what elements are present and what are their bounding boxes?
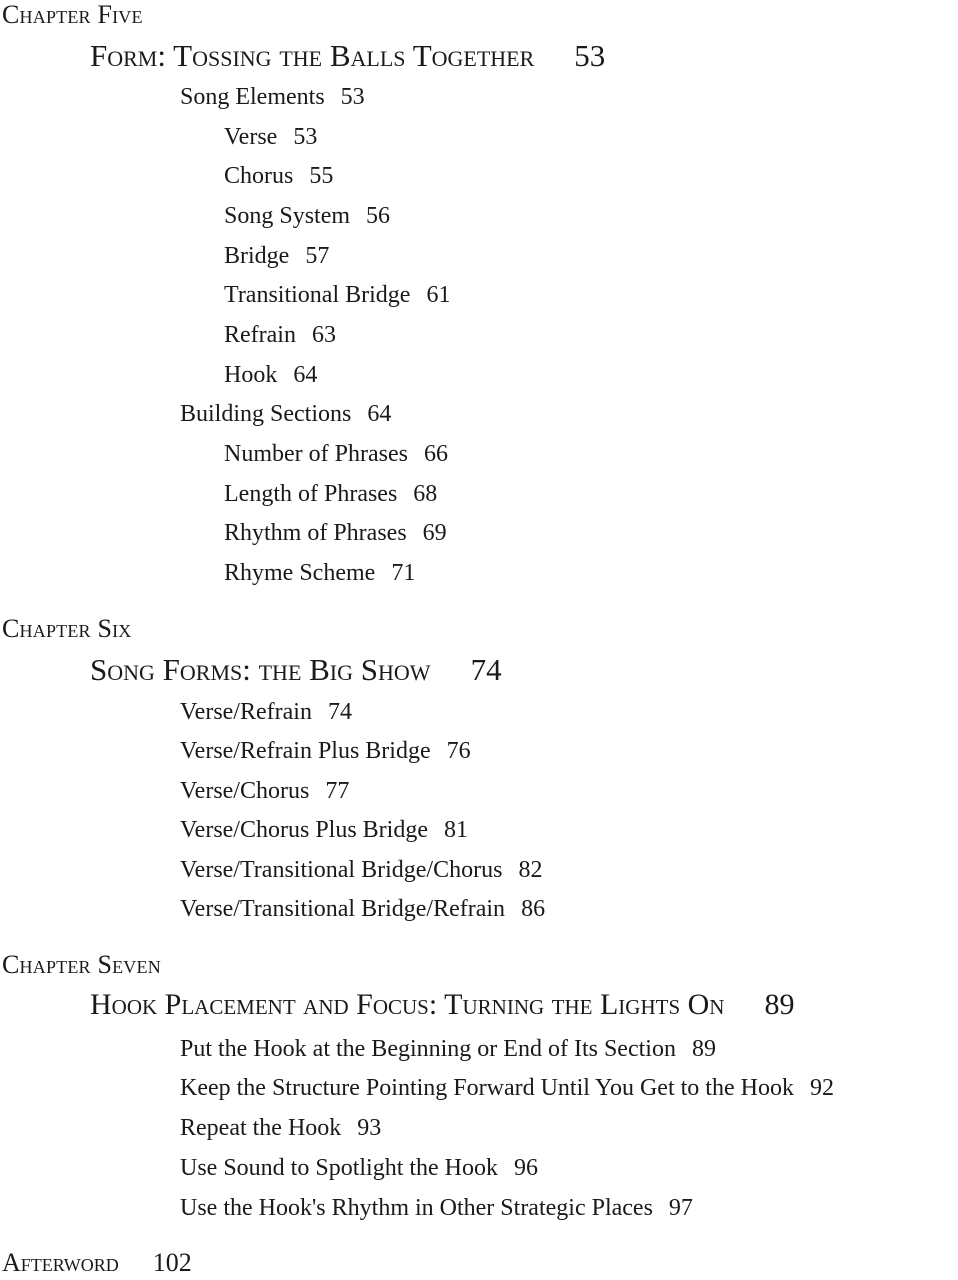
entry-label: Hook bbox=[224, 362, 278, 388]
entry-page: 63 bbox=[311, 322, 336, 348]
chapter-title bbox=[90, 988, 794, 1022]
toc-entry bbox=[180, 738, 471, 765]
toc-entry bbox=[224, 481, 437, 508]
chapter-title-page: 53 bbox=[574, 38, 606, 73]
entry-page: 53 bbox=[293, 124, 318, 150]
entry-page: 96 bbox=[514, 1155, 539, 1181]
afterword-label: Afterword bbox=[2, 1248, 119, 1277]
afterword-page: 102 bbox=[152, 1248, 192, 1277]
entry-label: Length of Phrases bbox=[224, 481, 398, 507]
toc-entry bbox=[180, 699, 352, 726]
entry-page: 76 bbox=[446, 738, 471, 764]
entry-label: Transitional Bridge bbox=[224, 282, 411, 308]
toc-entry bbox=[224, 203, 390, 230]
entry-page: 56 bbox=[366, 203, 391, 229]
toc-entry bbox=[224, 124, 317, 151]
entry-page: 82 bbox=[518, 857, 543, 883]
entry-page: 64 bbox=[293, 362, 318, 388]
entry-label: Keep the Structure Pointing Forward Until You Get to the Hook bbox=[180, 1075, 794, 1101]
toc-entry bbox=[224, 441, 448, 468]
entry-page: 81 bbox=[444, 817, 468, 843]
toc-entry bbox=[180, 857, 542, 884]
toc-entry bbox=[180, 1036, 716, 1063]
entry-label: Use the Hook's Rhythm in Other Strategic Places bbox=[180, 1195, 653, 1221]
chapter-title-page: 74 bbox=[470, 652, 502, 687]
toc-entry bbox=[180, 84, 365, 111]
entry-label: Bridge bbox=[224, 243, 290, 269]
toc-entry bbox=[224, 362, 317, 389]
entry-label: Verse/Transitional Bridge/Refrain bbox=[180, 896, 506, 922]
entry-label: Refrain bbox=[224, 322, 296, 348]
entry-label: Verse/Transitional Bridge/Chorus bbox=[180, 857, 503, 883]
toc-entry bbox=[180, 817, 468, 844]
chapter-title bbox=[90, 652, 502, 688]
entry-label: Put the Hook at the Beginning or End of Its Section bbox=[180, 1036, 676, 1062]
chapter-title-text: Song Forms: the Big Show bbox=[90, 652, 431, 687]
toc-entry bbox=[180, 778, 349, 805]
entry-page: 57 bbox=[305, 243, 330, 269]
entry-page: 97 bbox=[668, 1195, 693, 1221]
entry-page: 53 bbox=[340, 84, 365, 110]
toc-entry bbox=[180, 1195, 693, 1222]
toc-entry bbox=[180, 896, 545, 923]
toc-entry bbox=[180, 1075, 834, 1102]
entry-page: 92 bbox=[809, 1075, 834, 1101]
entry-label: Verse/Chorus Plus Bridge bbox=[180, 817, 428, 843]
entry-page: 93 bbox=[357, 1115, 382, 1141]
entry-page: 77 bbox=[325, 778, 350, 804]
entry-page: 89 bbox=[691, 1036, 716, 1062]
entry-label: Building Sections bbox=[180, 401, 352, 427]
afterword-entry bbox=[2, 1248, 192, 1278]
toc-entry bbox=[180, 1155, 538, 1182]
chapter-title bbox=[90, 38, 605, 74]
chapter-heading: Chapter Five bbox=[2, 0, 143, 29]
entry-label: Repeat the Hook bbox=[180, 1115, 342, 1141]
entry-label: Number of Phrases bbox=[224, 441, 408, 467]
entry-label: Song System bbox=[224, 203, 351, 229]
toc-entry bbox=[224, 243, 329, 270]
entry-label: Use Sound to Spotlight the Hook bbox=[180, 1155, 499, 1181]
entry-page: 69 bbox=[422, 520, 447, 546]
entry-page: 55 bbox=[309, 163, 334, 189]
chapter-title-text: Hook Placement and Focus: Turning the Lights On bbox=[90, 988, 725, 1021]
toc-entry bbox=[224, 282, 450, 309]
entry-label: Rhyme Scheme bbox=[224, 560, 376, 586]
toc-entry bbox=[224, 322, 336, 349]
entry-label: Verse bbox=[224, 124, 278, 150]
toc-entry bbox=[180, 1115, 381, 1142]
chapter-heading: Chapter Seven bbox=[2, 950, 161, 979]
entry-label: Verse/Refrain Plus Bridge bbox=[180, 738, 431, 764]
entry-label: Rhythm of Phrases bbox=[224, 520, 407, 546]
entry-page: 68 bbox=[413, 481, 438, 507]
entry-page: 61 bbox=[426, 282, 451, 308]
entry-page: 66 bbox=[423, 441, 448, 467]
entry-page: 74 bbox=[327, 699, 352, 725]
chapter-title-page: 89 bbox=[764, 988, 795, 1021]
toc-entry bbox=[180, 401, 391, 428]
entry-label: Verse/Chorus bbox=[180, 778, 310, 804]
entry-page: 64 bbox=[367, 401, 392, 427]
entry-label: Chorus bbox=[224, 163, 294, 189]
toc-entry bbox=[224, 560, 415, 587]
chapter-title-text: Form: Tossing the Balls Together bbox=[90, 38, 535, 73]
chapter-heading: Chapter Six bbox=[2, 614, 132, 643]
toc-entry bbox=[224, 520, 447, 547]
entry-page: 86 bbox=[521, 896, 546, 922]
entry-label: Verse/Refrain bbox=[180, 699, 312, 725]
toc-entry bbox=[224, 163, 333, 190]
entry-label: Song Elements bbox=[180, 84, 325, 110]
entry-page: 71 bbox=[391, 560, 416, 586]
